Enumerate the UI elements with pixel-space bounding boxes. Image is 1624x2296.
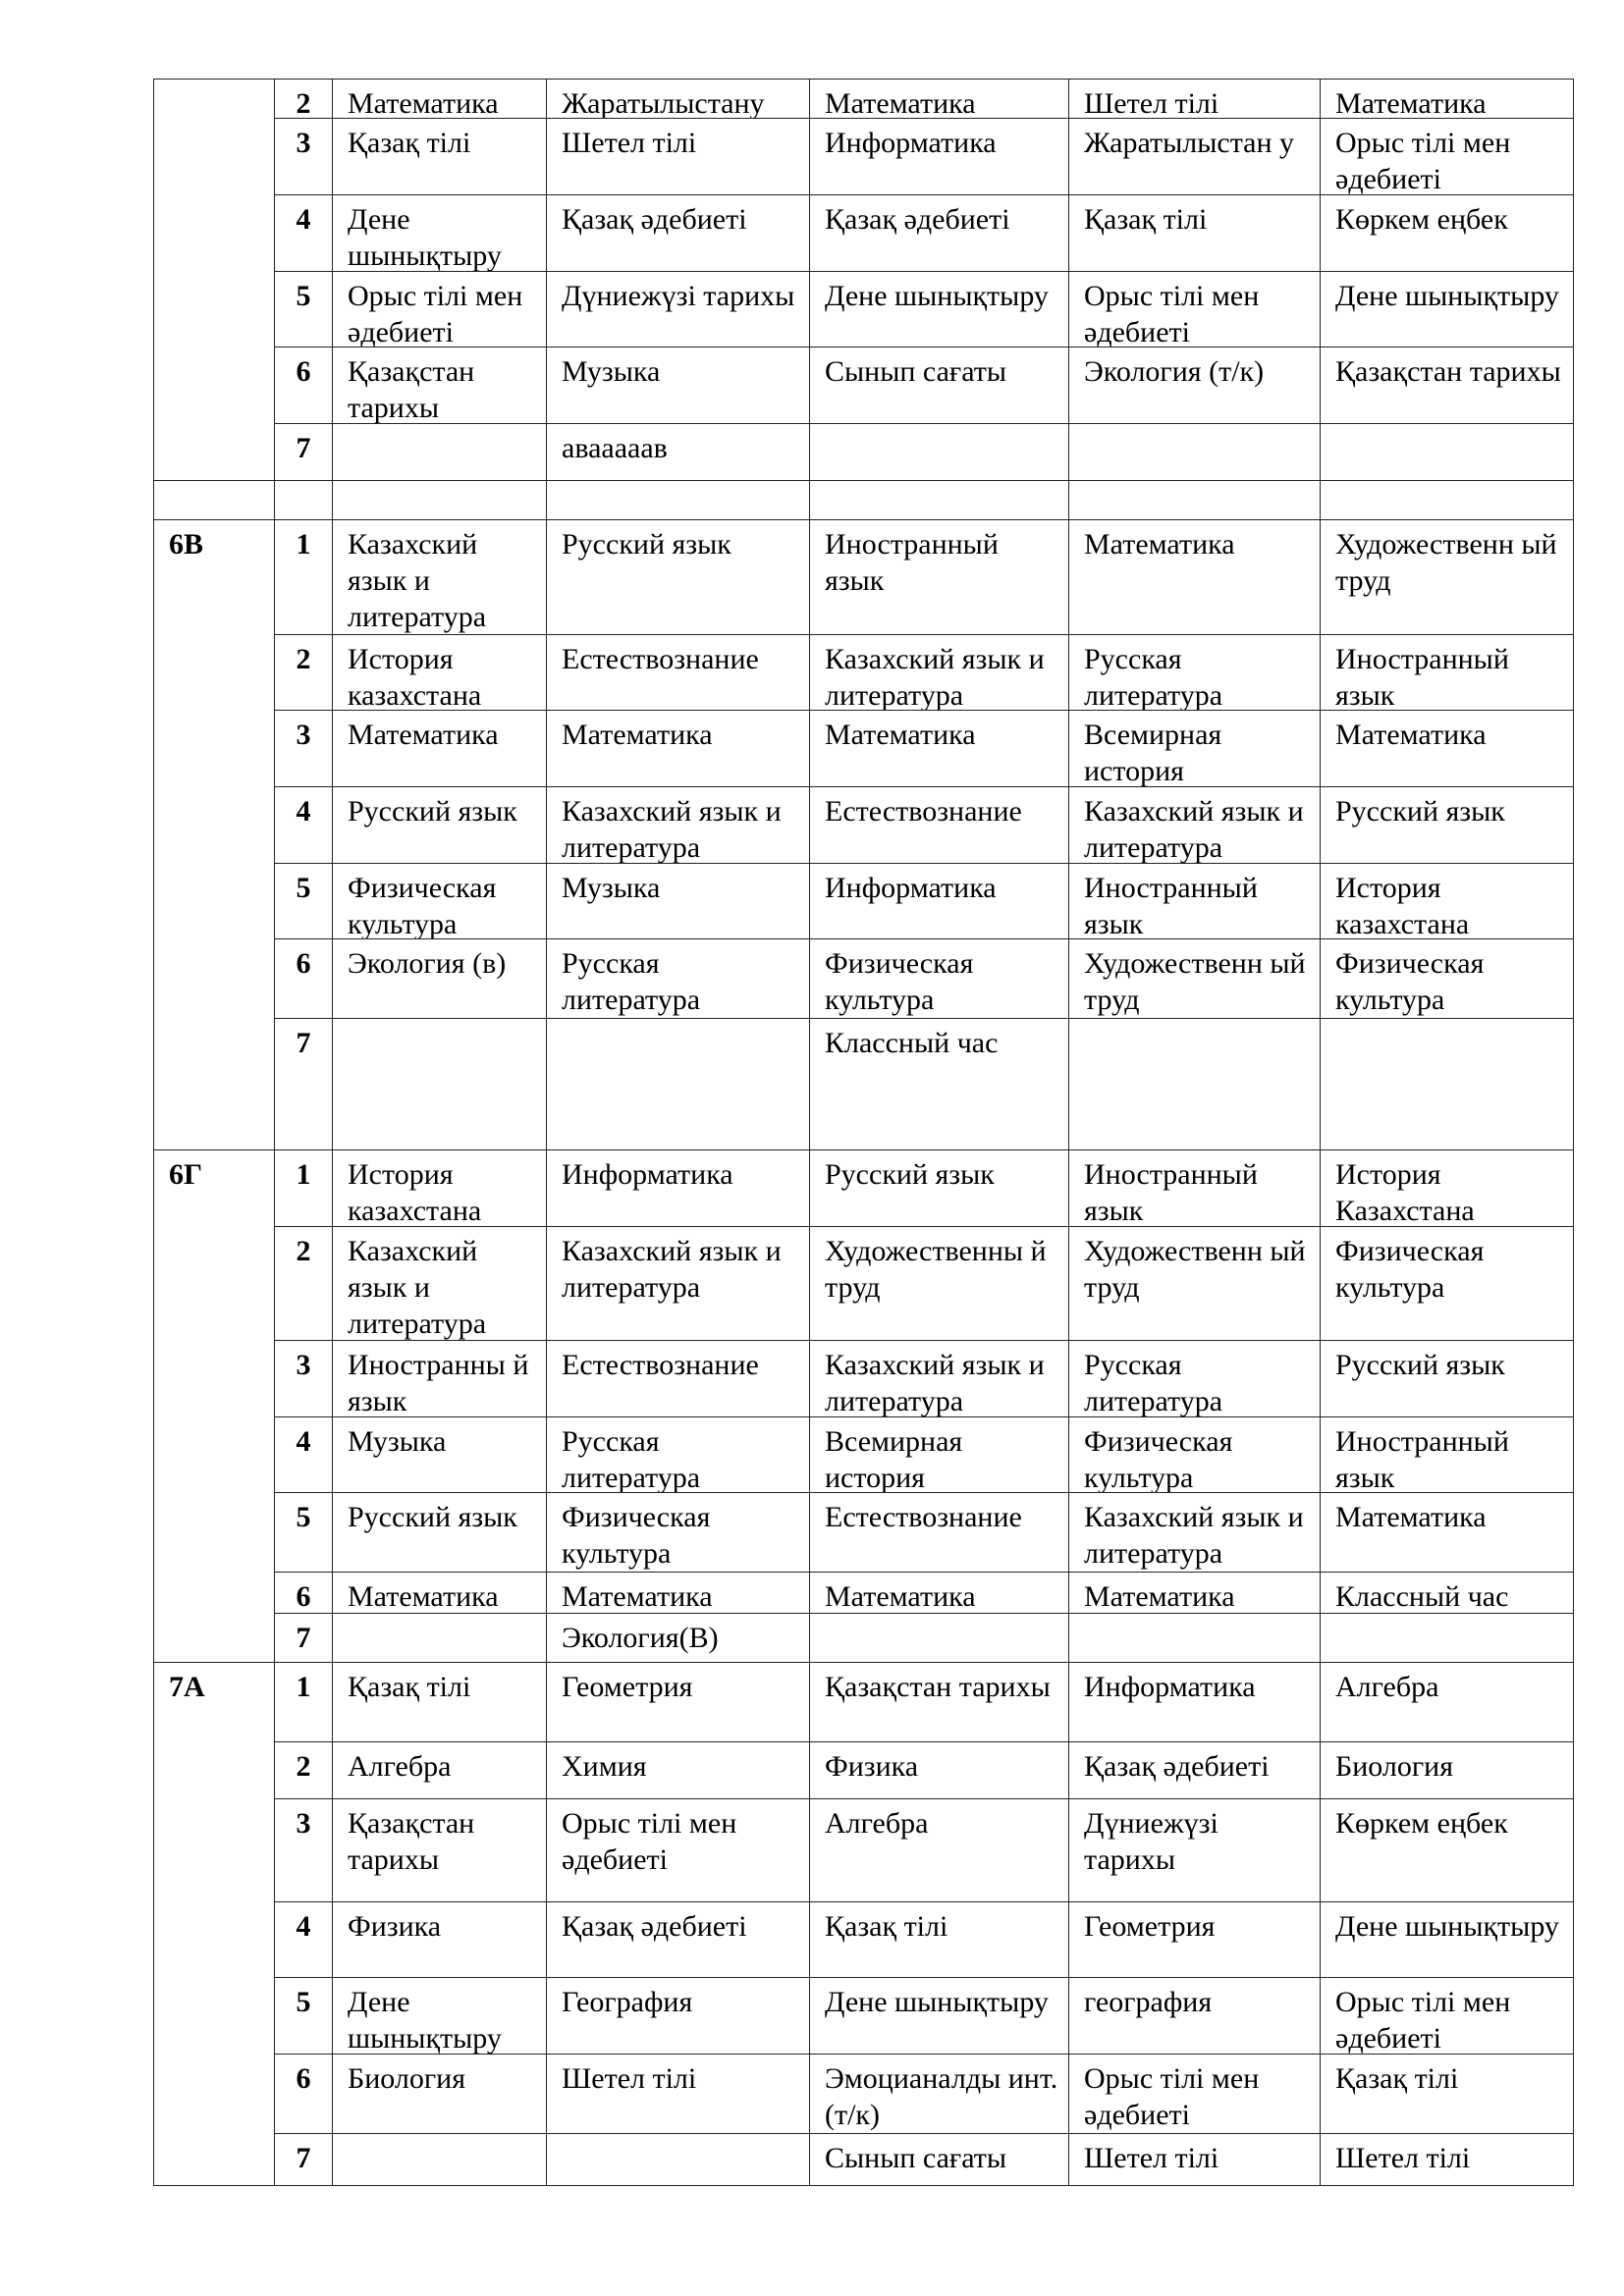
subject-cell: Русский язык — [809, 1149, 1069, 1227]
subject-cell: Шетел тілі — [546, 118, 810, 195]
subject-cell: Алгебра — [1320, 1662, 1574, 1742]
subject-cell — [1068, 480, 1321, 520]
subject-cell: Қазақ әдебиеті — [546, 1901, 810, 1978]
lesson-number: 7 — [274, 423, 333, 481]
subject-cell: Казахский язык и литература — [809, 1340, 1069, 1417]
lesson-number: 7 — [274, 1018, 333, 1150]
subject-cell: Орыс тілі мен әдебиеті — [1320, 1977, 1574, 2055]
lesson-number: 2 — [274, 1741, 333, 1799]
subject-cell: Иностранный язык — [1068, 1149, 1321, 1227]
lesson-number: 6 — [274, 2054, 333, 2134]
lesson-number: 1 — [274, 519, 333, 635]
subject-cell: Биология — [1320, 1741, 1574, 1799]
subject-cell: Казахский язык и литература — [809, 634, 1069, 711]
subject-cell: Қазақ тілі — [1320, 2054, 1574, 2134]
class-label: 6Г — [153, 1149, 275, 1663]
subject-cell: Шетел тілі — [1068, 79, 1321, 119]
subject-cell: Қазақ тілі — [332, 118, 547, 195]
subject-cell: Математика — [332, 79, 547, 119]
subject-cell: Казахский язык и литература — [332, 519, 547, 635]
subject-cell: Физическая культура — [809, 938, 1069, 1019]
subject-cell: Физическая культура — [1320, 938, 1574, 1019]
subject-cell — [546, 480, 810, 520]
lesson-number: 5 — [274, 1492, 333, 1573]
subject-cell: Русский язык — [332, 1492, 547, 1573]
subject-cell: география — [1068, 1977, 1321, 2055]
subject-cell: Русская литература — [546, 1416, 810, 1493]
subject-cell — [1320, 1018, 1574, 1150]
subject-cell: Математика — [1320, 710, 1574, 787]
subject-cell: Шетел тілі — [546, 2054, 810, 2134]
subject-cell — [809, 1613, 1069, 1663]
subject-cell: Физическая культура — [1068, 1416, 1321, 1493]
subject-cell — [332, 423, 547, 481]
subject-cell — [546, 2133, 810, 2186]
subject-cell: Естествознание — [809, 786, 1069, 864]
subject-cell: Информатика — [809, 118, 1069, 195]
subject-cell: Сынып сағаты — [809, 347, 1069, 424]
subject-cell: Қазақстан тарихы — [809, 1662, 1069, 1742]
subject-cell: Классный час — [1320, 1572, 1574, 1614]
lesson-number: 6 — [274, 1572, 333, 1614]
subject-cell: Музыка — [546, 863, 810, 939]
subject-cell: Русский язык — [1320, 1340, 1574, 1417]
subject-cell: Дене шынықтыру — [1320, 271, 1574, 347]
subject-cell — [1068, 423, 1321, 481]
lesson-number: 2 — [274, 1226, 333, 1341]
subject-cell: Казахский язык и литература — [1068, 786, 1321, 864]
subject-cell: Иностранны й язык — [332, 1340, 547, 1417]
lesson-number: 2 — [274, 634, 333, 711]
subject-cell: Русский язык — [332, 786, 547, 864]
lesson-number — [274, 480, 333, 520]
subject-cell: Математика — [1068, 519, 1321, 635]
subject-cell: Информатика — [546, 1149, 810, 1227]
subject-cell: Физическая культура — [1320, 1226, 1574, 1341]
subject-cell: Дене шынықтыру — [332, 1977, 547, 2055]
subject-cell — [1068, 1018, 1321, 1150]
subject-cell: Математика — [546, 710, 810, 787]
subject-cell: Қазақ тілі — [809, 1901, 1069, 1978]
subject-cell: Дене шынықтыру — [1320, 1901, 1574, 1978]
subject-cell: Математика — [809, 710, 1069, 787]
subject-cell: Қазақ әдебиеті — [1068, 1741, 1321, 1799]
lesson-number: 2 — [274, 79, 333, 119]
subject-cell: Естествознание — [546, 1340, 810, 1417]
subject-cell — [809, 423, 1069, 481]
subject-cell: Русская литература — [1068, 634, 1321, 711]
subject-cell: Художественн ый труд — [1068, 938, 1321, 1019]
lesson-number: 5 — [274, 863, 333, 939]
subject-cell: Художественны й труд — [809, 1226, 1069, 1341]
subject-cell: Всемирная история — [809, 1416, 1069, 1493]
subject-cell: Дене шынықтыру — [809, 271, 1069, 347]
subject-cell — [332, 480, 547, 520]
lesson-number: 5 — [274, 271, 333, 347]
subject-cell: Физическая культура — [546, 1492, 810, 1573]
subject-cell: Геометрия — [1068, 1901, 1321, 1978]
subject-cell: Қазақ әдебиеті — [546, 194, 810, 272]
subject-cell: Художественн ый труд — [1068, 1226, 1321, 1341]
subject-cell: Музыка — [546, 347, 810, 424]
subject-cell: Русский язык — [546, 519, 810, 635]
subject-cell: Шетел тілі — [1068, 2133, 1321, 2186]
lesson-number: 4 — [274, 194, 333, 272]
subject-cell — [1320, 423, 1574, 481]
subject-cell: История казахстана — [332, 634, 547, 711]
subject-cell: Дене шынықтыру — [332, 194, 547, 272]
subject-cell: История Казахстана — [1320, 1149, 1574, 1227]
subject-cell: Жаратылыстан у — [1068, 118, 1321, 195]
subject-cell — [332, 1613, 547, 1663]
subject-cell: Классный час — [809, 1018, 1069, 1150]
subject-cell: Русский язык — [1320, 786, 1574, 864]
subject-cell: Математика — [809, 79, 1069, 119]
subject-cell: Орыс тілі мен әдебиеті — [546, 1798, 810, 1902]
subject-cell: Эмоцианалды инт.(т/к) — [809, 2054, 1069, 2134]
subject-cell: Математика — [809, 1572, 1069, 1614]
lesson-number: 5 — [274, 1977, 333, 2055]
subject-cell: Қазақстан тарихы — [332, 1798, 547, 1902]
lesson-number: 4 — [274, 1416, 333, 1493]
subject-cell: Экология (т/к) — [1068, 347, 1321, 424]
lesson-number: 3 — [274, 1340, 333, 1417]
lesson-number: 7 — [274, 2133, 333, 2186]
subject-cell — [1068, 1613, 1321, 1663]
lesson-number: 4 — [274, 1901, 333, 1978]
subject-cell: Экология (в) — [332, 938, 547, 1019]
subject-cell: Физика — [809, 1741, 1069, 1799]
lesson-number: 6 — [274, 347, 333, 424]
subject-cell — [546, 1018, 810, 1150]
lesson-number: 6 — [274, 938, 333, 1019]
subject-cell: Информатика — [1068, 1662, 1321, 1742]
subject-cell: Русская литература — [546, 938, 810, 1019]
subject-cell: Естествознание — [546, 634, 810, 711]
subject-cell: Сынып сағаты — [809, 2133, 1069, 2186]
subject-cell: Иностранный язык — [1320, 634, 1574, 711]
subject-cell: Казахский язык и литература — [332, 1226, 547, 1341]
lesson-number: 1 — [274, 1149, 333, 1227]
subject-cell: Жаратылыстану — [546, 79, 810, 119]
class-label: 6В — [153, 519, 275, 1150]
lesson-number: 3 — [274, 118, 333, 195]
subject-cell: Математика — [1068, 1572, 1321, 1614]
subject-cell: Русская литература — [1068, 1340, 1321, 1417]
subject-cell — [1320, 480, 1574, 520]
subject-cell: Казахский язык и литература — [1068, 1492, 1321, 1573]
subject-cell: Көркем еңбек — [1320, 1798, 1574, 1902]
subject-cell: Информатика — [809, 863, 1069, 939]
subject-cell: Казахский язык и литература — [546, 786, 810, 864]
subject-cell: География — [546, 1977, 810, 2055]
subject-cell — [332, 1018, 547, 1150]
subject-cell: Орыс тілі мен әдебиеті — [1320, 118, 1574, 195]
subject-cell — [809, 480, 1069, 520]
subject-cell: Қазақстан тарихы — [332, 347, 547, 424]
subject-cell: Химия — [546, 1741, 810, 1799]
subject-cell: Орыс тілі мен әдебиеті — [1068, 271, 1321, 347]
subject-cell: Экология(В) — [546, 1613, 810, 1663]
subject-cell: Математика — [332, 1572, 547, 1614]
lesson-number: 7 — [274, 1613, 333, 1663]
class-label: 7А — [153, 1662, 275, 2186]
subject-cell: Қазақ әдебиеті — [809, 194, 1069, 272]
subject-cell: Қазақ тілі — [1068, 194, 1321, 272]
subject-cell: Всемирная история — [1068, 710, 1321, 787]
subject-cell: Биология — [332, 2054, 547, 2134]
subject-cell: Қазақстан тарихы — [1320, 347, 1574, 424]
lesson-number: 1 — [274, 1662, 333, 1742]
subject-cell: Алгебра — [809, 1798, 1069, 1902]
subject-cell: Көркем еңбек — [1320, 194, 1574, 272]
subject-cell: История казахстана — [1320, 863, 1574, 939]
subject-cell: Дене шынықтыру — [809, 1977, 1069, 2055]
subject-cell: Физика — [332, 1901, 547, 1978]
subject-cell: авааааав — [546, 423, 810, 481]
subject-cell: Математика — [332, 710, 547, 787]
lesson-number: 4 — [274, 786, 333, 864]
subject-cell: Орыс тілі мен әдебиеті — [1068, 2054, 1321, 2134]
subject-cell: Математика — [1320, 79, 1574, 119]
subject-cell: Естествознание — [809, 1492, 1069, 1573]
subject-cell: Иностранный язык — [809, 519, 1069, 635]
subject-cell: Иностранный язык — [1320, 1416, 1574, 1493]
subject-cell: Математика — [546, 1572, 810, 1614]
subject-cell: Математика — [1320, 1492, 1574, 1573]
subject-cell: Геометрия — [546, 1662, 810, 1742]
subject-cell: Казахский язык и литература — [546, 1226, 810, 1341]
subject-cell: Алгебра — [332, 1741, 547, 1799]
lesson-number: 3 — [274, 1798, 333, 1902]
subject-cell — [1320, 1613, 1574, 1663]
class-label — [153, 480, 275, 520]
lesson-number: 3 — [274, 710, 333, 787]
subject-cell: Шетел тілі — [1320, 2133, 1574, 2186]
subject-cell: Дүниежүзі тарихы — [1068, 1798, 1321, 1902]
subject-cell: Иностранный язык — [1068, 863, 1321, 939]
subject-cell: Дүниежүзі тарихы — [546, 271, 810, 347]
subject-cell: Қазақ тілі — [332, 1662, 547, 1742]
subject-cell: Физическая культура — [332, 863, 547, 939]
subject-cell: Художественн ый труд — [1320, 519, 1574, 635]
subject-cell: Орыс тілі мен әдебиеті — [332, 271, 547, 347]
class-label — [153, 79, 275, 481]
subject-cell: Музыка — [332, 1416, 547, 1493]
subject-cell — [332, 2133, 547, 2186]
subject-cell: История казахстана — [332, 1149, 547, 1227]
